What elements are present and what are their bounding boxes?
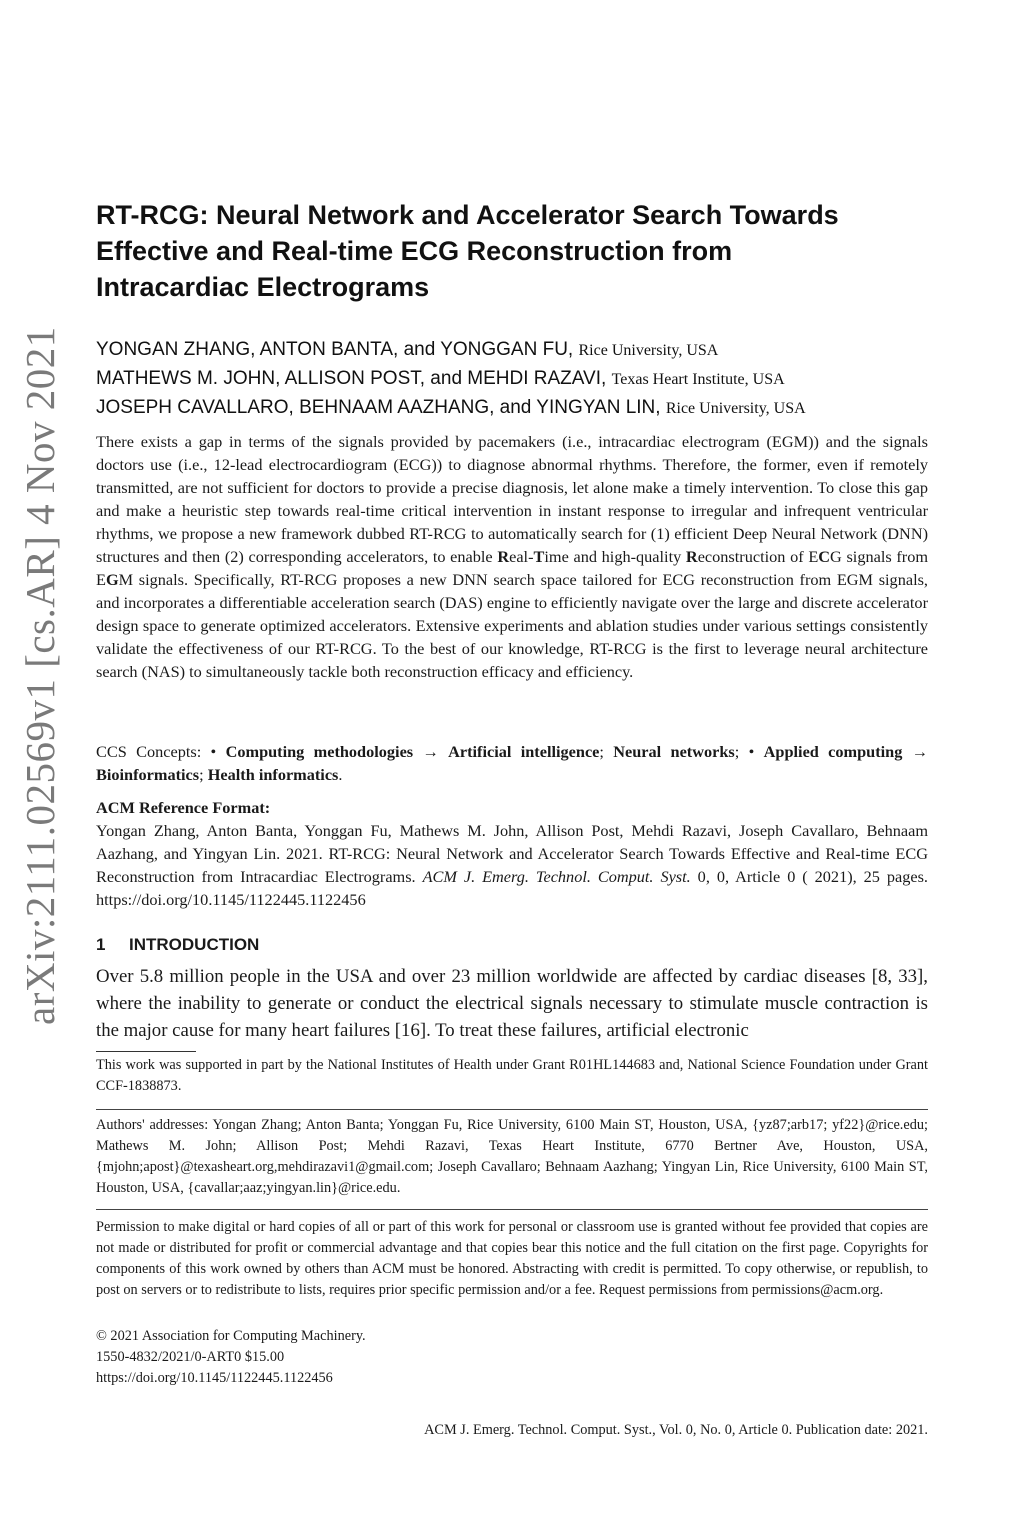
paper-title <box>96 197 928 305</box>
funding-footnote: This work was supported in part by the National Institutes of Health under Grant R01HL144683 and, National Science Foundation under Grant CCF-1838873. <box>96 1057 928 1094</box>
introduction-paragraph: Over 5.8 million people in the USA and over 23 million worldwide are affected by cardiac diseases [8, 33], where the inability to generate or conduct the electrical signals necessary to stimulate muscle contraction is the major cause for many heart failures [16]. To treat these failures, artificial electronic <box>96 966 928 1041</box>
ccs-concepts: CCS Concepts: • Computing methodologies → Artificial intelligence; Neural networks; • Applied computing → Bioinformatics; Health informatics. <box>96 742 928 784</box>
footnote-divider <box>96 1051 196 1052</box>
divider <box>96 1109 928 1110</box>
title-line: RT-RCG: Neural Network and Accelerator Search Towards <box>96 200 839 230</box>
divider <box>96 1209 928 1210</box>
title-line: Effective and Real-time ECG Reconstruction from <box>96 236 733 266</box>
author-list <box>96 336 928 423</box>
author-line <box>96 394 928 423</box>
acm-reference-heading: ACM Reference Format: <box>96 798 271 817</box>
section-number: 1 <box>96 935 106 954</box>
section-title: INTRODUCTION <box>129 935 260 954</box>
journal-name: ACM J. Emerg. Technol. Comput. Syst. <box>422 867 691 886</box>
author-names: YONGAN ZHANG, ANTON BANTA, and YONGGAN FU, <box>96 339 574 360</box>
author-affiliation: Rice University, USA <box>578 342 719 359</box>
permission-notice: Permission to make digital or hard copies of all or part of this work for personal or classroom use is granted without fee provided that copies are not made or distributed for profit or commercial advantage and that copies bear this notice and the full citation on the first page. Copyrights for components of this work owned by others than ACM must be honored. Abstracting with credit is permitted. To copy otherwise, or republish, to post on servers or to redistribute to lists, requires prior specific permission and/or a fee. Request permissions from permissions@acm.org. <box>96 1219 928 1298</box>
abstract: There exists a gap in terms of the signals provided by pacemakers (i.e., intracardiac electrogram (EGM)) and the signals doctors use (i.e., 12-lead electrocardiogram (ECG)) to diagnose abnormal rhythms. Therefore, the former, even if remotely transmitted, are not sufficient for doctors to provide a precise diagnosis, let alone make a timely intervention. To close this gap and make a heuristic step towards real-time critical intervention in instant response to irregular and infrequent ventricular rhythms, we propose a new framework dubbed RT-RCG to automatically search for (1) efficient Deep Neural Network (DNN) structures and then (2) corresponding accelerators, to enable Real-Time and high-quality Reconstruction of ECG signals from EGM signals. Specifically, RT-RCG proposes a new DNN search space tailored for ECG reconstruction from EGM signals, and incorporates a differentiable acceleration search (DAS) engine to efficiently navigate over the large and discrete accelerator design space to generate optimized accelerators. Extensive experiments and ablation studies under various settings consistently validate the effectiveness of our RT-RCG. To the best of our knowledge, RT-RCG is the first to leverage neural architecture search (NAS) to simultaneously tackle both reconstruction efficacy and efficiency. <box>96 432 929 681</box>
section-heading <box>96 933 259 957</box>
title-line: Intracardiac Electrograms <box>96 272 430 302</box>
author-affiliation: Texas Heart Institute, USA <box>611 371 785 388</box>
author-names: JOSEPH CAVALLARO, BEHNAAM AAZHANG, and YINGYAN LIN, <box>96 397 661 418</box>
authors-addresses: Authors' addresses: Yongan Zhang; Anton Banta; Yonggan Fu, Rice University, 6100 Main ST, Houston, USA, {yz87;arb17; yf22}@rice.edu; Mathews M. John; Allison Post; Mehdi Razavi, Texas Heart Institute, 6770 Bertner Ave, Houston, USA, {mjohn;apost}@texasheart.org,mehdirazavi1@gmail.com; Joseph Cavallaro; Behnaam Aazhang; Yingyan Lin, Rice University, 6100 Main ST, Houston, USA, {cavallar;aaz;yingyan.lin}@rice.edu. <box>96 1117 928 1196</box>
author-affiliation: Rice University, USA <box>665 400 806 417</box>
author-line <box>96 336 928 365</box>
issn-line: 1550-4832/2021/0-ART0 $15.00 <box>96 1349 285 1365</box>
acm-reference-text: Yongan Zhang, Anton Banta, Yonggan Fu, Mathews M. John, Allison Post, Mehdi Razavi, Joseph Cavallaro, Behnaam Aazhang, and Yingyan Lin. 2021. RT-RCG: Neural Network and Accelerator Search Towards Effective and Real-time ECG Reconstruction from Intracardiac Electrograms. ACM J. Emerg. Technol. Comput. Syst. 0, 0, Article 0 ( 2021), 25 pages. https://doi.org/10.1145/1122445.1122456 <box>96 821 929 909</box>
doi-link[interactable]: https://doi.org/10.1145/1122445.1122456 <box>96 1370 333 1386</box>
author-line <box>96 365 928 394</box>
author-names: MATHEWS M. JOHN, ALLISON POST, and MEHDI RAZAVI, <box>96 368 607 389</box>
copyright-line: © 2021 Association for Computing Machinery. <box>96 1328 366 1344</box>
arxiv-identifier-stamp: arXiv:2111.02569v1 [cs.AR] 4 Nov 2021 <box>17 326 63 1025</box>
copyright-block <box>96 1326 928 1389</box>
page-footer: ACM J. Emerg. Technol. Comput. Syst., Vol. 0, No. 0, Article 0. Publication date: 2021. <box>424 1422 928 1438</box>
